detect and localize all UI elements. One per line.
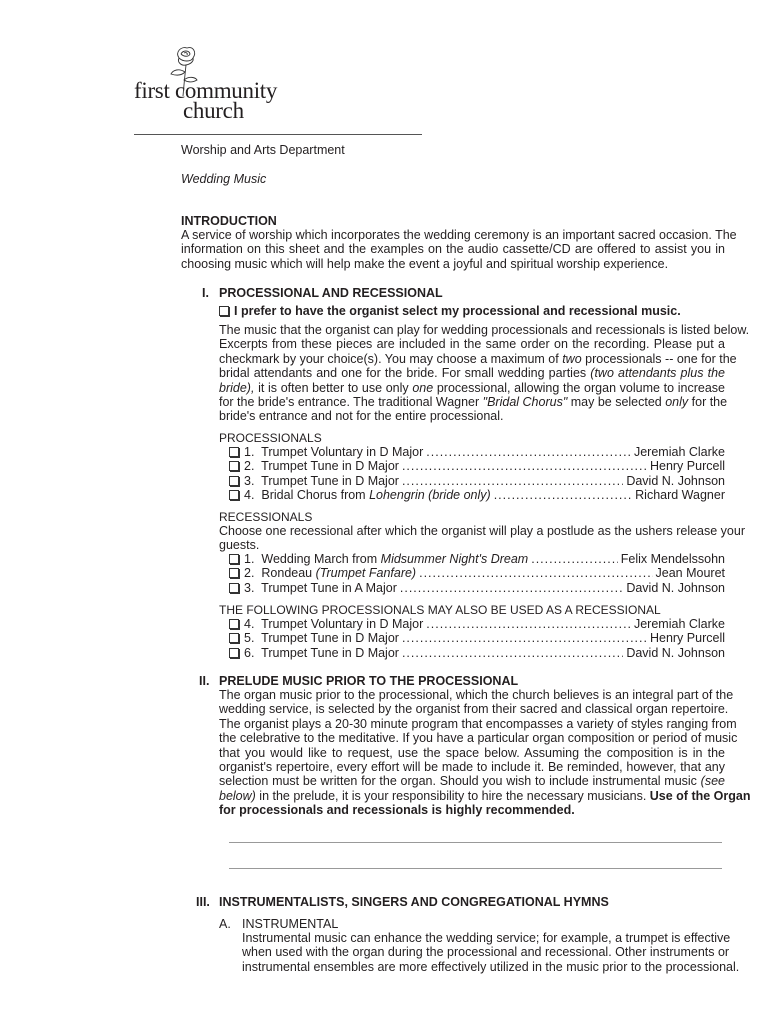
- leader-dots: [402, 631, 647, 645]
- composer-name: David N. Johnson: [626, 580, 725, 595]
- text-run: The organ music prior to the processional, which the church believes is an integral part of the: [219, 688, 734, 702]
- paragraph-line: [219, 409, 725, 423]
- title-italic-text: Midsummer Night's Dream: [380, 552, 529, 566]
- paragraph-line: [219, 702, 729, 717]
- text-run: may be selected: [567, 395, 666, 410]
- section-3-number: III.: [196, 895, 210, 909]
- music-option[interactable]: [229, 631, 725, 645]
- composer-name: Henry Purcell: [649, 631, 725, 646]
- text-run: below): [219, 788, 256, 803]
- text-run: for the bride's entrance. The traditional Wagner: [219, 395, 483, 410]
- text-run: for the: [688, 395, 728, 410]
- title-text: Trumpet Voluntary in D Major: [261, 617, 424, 631]
- text-run: bride),: [219, 380, 255, 395]
- title-text: Trumpet Tune in D Major: [261, 631, 399, 646]
- checkbox-icon[interactable]: [229, 648, 239, 658]
- music-option[interactable]: [229, 552, 725, 566]
- item-number: 1.: [244, 445, 255, 459]
- music-title: [229, 445, 423, 459]
- composer-name: Jeremiah Clarke: [633, 445, 725, 459]
- text-run: The music that the organist can play for wedding processionals and recessionals is listed below.: [219, 323, 750, 337]
- paragraph-line: [219, 351, 737, 366]
- text-run: two: [562, 351, 582, 366]
- subsection-a-letter: A.: [219, 917, 231, 931]
- music-title: [229, 631, 399, 645]
- text-run: it is often better to use only: [254, 380, 413, 395]
- item-number: 1.: [244, 552, 255, 566]
- section-2-paragraph: [219, 688, 751, 818]
- recessionals-note-line: Choose one recessional after which the organist will play a postlude as the ushers release your: [219, 524, 745, 538]
- prelude-request-line-2[interactable]: [229, 868, 722, 869]
- music-title: [229, 581, 397, 595]
- composer-name: Jeremiah Clarke: [633, 617, 725, 631]
- logo-line-2: church: [183, 98, 244, 123]
- music-title: [229, 617, 423, 631]
- title-text: Wedding March from: [261, 552, 381, 566]
- text-run: Use of the Organ: [649, 788, 751, 803]
- intro-line: choosing music which will help make the event a joyful and spiritual worship experience.: [181, 256, 669, 271]
- text-run: Excerpts from these pieces are included in the same order on the recording. Please put a: [219, 337, 725, 352]
- paragraph-line: [219, 688, 734, 702]
- music-option[interactable]: [229, 646, 725, 660]
- church-logo: [134, 44, 294, 134]
- text-run: for processionals and recessionals is highly recommended.: [219, 803, 575, 818]
- music-option[interactable]: [229, 581, 725, 595]
- organist-select-label: I prefer to have the organist select my processional and recessional music.: [234, 304, 681, 318]
- leader-dots: [426, 445, 631, 459]
- recessionals-label: RECESSIONALS: [219, 510, 313, 524]
- section-3-title: INSTRUMENTALISTS, SINGERS AND CONGREGATIONAL HYMNS: [219, 895, 609, 909]
- checkbox-icon[interactable]: [229, 554, 239, 564]
- instrumental-line: Instrumental music can enhance the wedding service; for example, a trumpet is effective: [242, 931, 731, 945]
- logo-line-1: first community: [134, 78, 278, 103]
- checkbox-icon[interactable]: [229, 568, 239, 578]
- text-run: only: [665, 395, 689, 410]
- item-number: 5.: [244, 631, 255, 646]
- checkbox-icon[interactable]: [219, 306, 229, 316]
- item-number: 4.: [244, 617, 255, 631]
- instrumental-line: when used with the organ during the processional and recessional. Other instruments or: [242, 945, 730, 960]
- paragraph-line: [219, 381, 725, 395]
- music-option[interactable]: [229, 566, 725, 580]
- composer-name: David N. Johnson: [626, 645, 725, 660]
- text-run: (two attendants plus the: [590, 366, 725, 381]
- leader-dots: [402, 459, 647, 473]
- title-text: Trumpet Tune in D Major: [261, 473, 399, 488]
- leader-dots: [419, 566, 652, 580]
- paragraph-line: [219, 731, 738, 746]
- item-number: 4.: [244, 488, 255, 503]
- leader-dots: [531, 552, 618, 566]
- text-run: bridal attendants and one for the bride. For small wedding parties: [219, 366, 591, 381]
- paragraph-line: [219, 366, 725, 380]
- music-option[interactable]: [229, 488, 725, 502]
- checkbox-icon[interactable]: [229, 476, 239, 486]
- text-run: in the prelude, it is your responsibility to hire the necessary musicians.: [255, 788, 650, 803]
- leader-dots: [426, 617, 631, 631]
- composer-name: Henry Purcell: [649, 459, 725, 474]
- section-1-number: I.: [202, 286, 209, 300]
- leader-dots: [402, 646, 623, 660]
- text-run: "Bridal Chorus": [482, 395, 568, 410]
- text-run: the celebrative to the meditative. If you have a particular organ composition or period of music: [219, 731, 738, 746]
- text-run: The organist plays a 20-30 minute program that encompasses a variety of styles ranging from: [219, 716, 737, 731]
- composer-name: Richard Wagner: [635, 488, 725, 503]
- music-title: [229, 474, 399, 488]
- header-divider: [134, 134, 422, 135]
- intro-line: A service of worship which incorporates the wedding ceremony is an important sacred occasion. The: [181, 228, 737, 242]
- leader-dots: [402, 474, 623, 488]
- composer-name: Jean Mouret: [655, 566, 725, 581]
- item-number: 2.: [244, 566, 255, 581]
- paragraph-line: [219, 716, 737, 731]
- section-1-paragraph: [219, 323, 750, 424]
- checkbox-icon[interactable]: [229, 619, 239, 629]
- paragraph-line: [219, 760, 725, 774]
- subsection-a-title: INSTRUMENTAL: [242, 917, 339, 931]
- intro-paragraph: [181, 228, 737, 271]
- document-subtitle: Wedding Music: [181, 172, 267, 186]
- title-italic-text: Lohengrin (bride only): [369, 488, 491, 503]
- also-recessional-label: THE FOLLOWING PROCESSIONALS MAY ALSO BE USED AS A RECESSIONAL: [219, 603, 661, 617]
- organist-select-option[interactable]: [219, 304, 681, 318]
- composer-name: David N. Johnson: [626, 473, 725, 488]
- paragraph-line: [219, 774, 725, 788]
- composer-name: Felix Mendelssohn: [620, 552, 725, 566]
- music-option[interactable]: [229, 474, 725, 488]
- checkbox-icon[interactable]: [229, 461, 239, 471]
- section-2-title: PRELUDE MUSIC PRIOR TO THE PROCESSIONAL: [219, 674, 519, 688]
- item-number: 2.: [244, 459, 255, 474]
- text-run: wedding service, is selected by the organist from their sacred and classical organ repertoire.: [219, 702, 729, 717]
- item-number: 3.: [244, 580, 255, 595]
- text-run: one: [412, 380, 434, 395]
- paragraph-line: [219, 788, 751, 803]
- title-italic-text: (Trumpet Fanfare): [315, 566, 417, 581]
- processionals-label: PROCESSIONALS: [219, 431, 322, 445]
- checkbox-icon[interactable]: [229, 633, 239, 643]
- title-text: Trumpet Tune in D Major: [261, 645, 399, 660]
- prelude-request-line-1[interactable]: [229, 842, 722, 843]
- paragraph-line: [219, 323, 750, 337]
- item-number: 3.: [244, 473, 255, 488]
- section-2-number: II.: [199, 674, 210, 688]
- title-text: Trumpet Voluntary in D Major: [261, 445, 424, 459]
- text-run: checkmark by your choice(s). You may choose a maximum of: [219, 351, 563, 366]
- paragraph-line: [219, 395, 728, 410]
- instrumental-line: instrumental ensembles are more effectively utilized in the music prior to the processional.: [242, 959, 740, 974]
- music-title: [229, 646, 399, 660]
- music-title: [229, 459, 399, 473]
- text-run: processionals -- one for the: [581, 351, 737, 366]
- intro-line: information on this sheet and the examples on the audio cassette/CD are offered to assist you in: [181, 242, 725, 257]
- paragraph-line: [219, 337, 725, 351]
- title-text: Rondeau: [261, 566, 316, 581]
- checkbox-icon[interactable]: [229, 490, 239, 500]
- text-run: selection must be written for the organ. Should you wish to include instrumental music: [219, 774, 701, 789]
- paragraph-line: [219, 803, 725, 817]
- section-1-title: PROCESSIONAL AND RECESSIONAL: [219, 286, 443, 300]
- paragraph-line: [219, 746, 725, 760]
- department-name: Worship and Arts Department: [181, 143, 345, 157]
- text-run: that you would like to request, use the space below. Assuming the composition is in the: [219, 745, 725, 760]
- instrumental-paragraph: [242, 931, 740, 974]
- recessionals-note: [219, 524, 745, 553]
- recessionals-note-line: guests.: [219, 538, 260, 553]
- text-run: bride's entrance and not for the entire processional.: [219, 409, 504, 424]
- title-text: Trumpet Tune in D Major: [261, 459, 399, 474]
- checkbox-icon[interactable]: [229, 447, 239, 457]
- music-option[interactable]: [229, 617, 725, 631]
- music-title: [229, 566, 416, 580]
- leader-dots: [494, 488, 632, 502]
- text-run: organist's repertoire, every effort will be made to include it. Be reminded, however, that any: [219, 760, 725, 775]
- text-run: processional, allowing the organ volume to increase: [433, 380, 725, 395]
- title-text: Trumpet Tune in A Major: [261, 580, 397, 595]
- music-option[interactable]: [229, 445, 725, 459]
- checkbox-icon[interactable]: [229, 583, 239, 593]
- music-title: [229, 488, 491, 502]
- music-title: [229, 552, 528, 566]
- intro-heading: INTRODUCTION: [181, 214, 277, 228]
- title-text: Bridal Chorus from: [261, 488, 370, 503]
- item-number: 6.: [244, 645, 255, 660]
- music-option[interactable]: [229, 459, 725, 473]
- leader-dots: [400, 581, 623, 595]
- text-run: (see: [700, 774, 725, 789]
